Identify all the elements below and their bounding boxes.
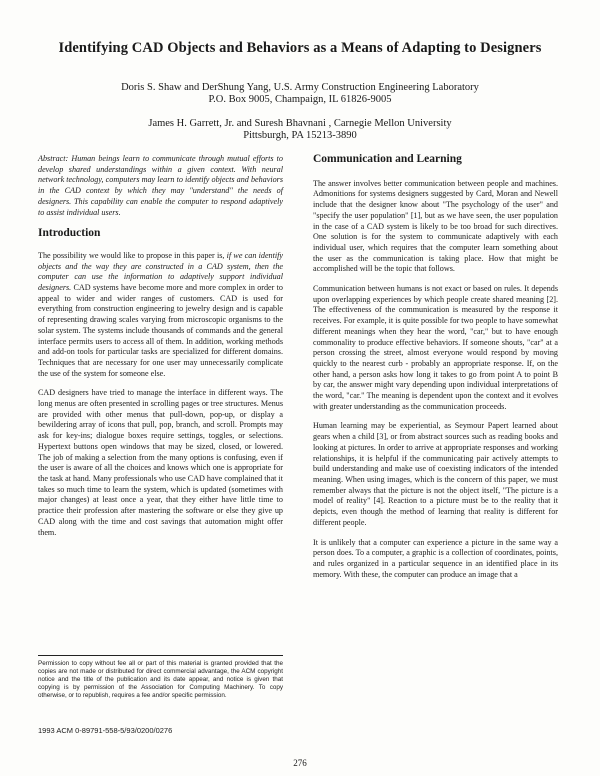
paper-title: Identifying CAD Objects and Behaviors as a Means of Adapting to Designers: [58, 40, 542, 56]
acm-isbn: 1993 ACM 0-89791-558-5/93/0200/0276: [38, 726, 173, 735]
copyright-notice: Permission to copy without fee all or part of this material is granted provided that the copies are not made or distributed for direct commercial advantage, the ACM copyright notice and the title of the publication and its date appear, and notice is given that copying is by permission of the Association for Computing Machinery. To copy otherwise, or to republish, requires a fee and/or specific permission.: [38, 655, 283, 700]
intro-p1-lead: The possibility we would like to propose in this paper is,: [38, 250, 227, 260]
author-block-1: [0, 82, 600, 106]
abstract: Abstract: Human beings learn to communicate through mutual efforts to develop shared understandings within a given context. With neural network technology, computers may learn to identify objects and behaviors in the CAD context by which they may "understand" the needs of designers. This capability can enable the computer to respond adaptively to assist individual users.: [38, 154, 283, 217]
comm-paragraph-3: Human learning may be experiential, as Seymour Papert learned about gears when a child [3], or from abstract sources such as reading books and looking at pictures. In order to arrive at appropriate responses and working relationships, it is helpful if the communicating pair actively attempts to build understanding and make use of coexisting indicators of the intended meaning. When using images, which is the concern of this paper, we must remember always that the picture is not the object itself, "The picture is a model of reality" [4]. Reaction to a picture must be to the reality that it depicts, even though the method of learning that reality is different for different people.: [313, 421, 558, 527]
author-line-3: James H. Garrett, Jr. and Suresh Bhavnani , Carnegie Mellon University: [148, 118, 452, 129]
author-line-2: P.O. Box 9005, Champaign, IL 61826-9005: [208, 94, 392, 105]
introduction-heading: Introduction: [38, 227, 101, 240]
comm-paragraph-1: The answer involves better communication between people and machines. Admonitions for systems designers suggested by Card, Moran and Newell include that the designer know about "The psychology of the user" and "specify the user population" [1], but as we have seen, the user population in the case of a CAD system is likely to be too broad for such directives. One solution is for the system to communicate adaptively with each individual user, which requires that the computer learn something about the user as the communication is taking place. How that might be accomplished will be the topic that follows.: [313, 178, 558, 274]
intro-paragraph-1: [38, 251, 283, 379]
left-column: [38, 154, 283, 547]
intro-p1-rest: CAD systems have become more and more complex in order to appeal to wider and wider ranges of customers. CAD is used for everything from construction engineering to jewelry design and is capable of representing drawing scales varying from microscopic organisms to the solar system. The systems include thousands of commands and the general interface permits users to access all of them. In addition, working methods and add-on tools for particular tasks are specialized for different domains. Techniques that are necessary for one user may unnecessarily complicate the use of the system for someone else.: [38, 283, 283, 378]
author-block-2: [0, 118, 600, 142]
communication-heading: Communication and Learning: [313, 153, 462, 165]
intro-p1-italic: if we can identify objects and the way they are constructed in a CAD system, then the computer can use the information to adaptively support individual designers.: [38, 250, 284, 293]
author-line-1: Doris S. Shaw and DerShung Yang, U.S. Army Construction Engineering Laboratory: [121, 82, 479, 93]
page-number: 276: [293, 758, 307, 768]
intro-paragraph-2: CAD designers have tried to manage the interface in different ways. The long menus are often presented in scrolling pages or tree structures. Menus are provided with other menus that pull-down, pop-up, or display a bewildering array of icons that pull, pop, branch, and scroll. Prompts may ask for key-ins; dialogue boxes require settings, toggles, or selections. Hypertext buttons open windows that may be sized, closed, or lowered. The job of making a selection from the many options is confusing, even if the user is aware of all the choices and knows which one is appropriate for the task at hand. Many professionals who use CAD have complained that it takes so much time to learn the system, which is updated (sometimes with major changes) at least once a year, that they either have little time to practice their profession after mastering the software or else they give up CAD along with the time and cost savings that automation might offer them.: [38, 388, 283, 537]
comm-paragraph-4: It is unlikely that a computer can experience a picture in the same way a person does. To a computer, a graphic is a collection of coordinates, points, and rules organized in a particular sequence in an identified place in its memory. With these, the computer can produce an image that a: [313, 537, 558, 579]
author-line-4: Pittsburgh, PA 15213-3890: [243, 130, 357, 141]
right-column: [313, 154, 558, 589]
comm-paragraph-2: Communication between humans is not exact or based on rules. It depends upon overlapping experiences by which people create shared meaning [2]. The effectiveness of the communication is measured by the response it receives. For example, it is quite possible for two people to have somewhat different meanings when they hear the word, "car," but to have enough commonality to produce effective behaviors. If someone shouts, "car" at a person crossing the street, almost everyone would respond by moving quickly to the nearest curb - probably an appropriate response. If, on the other hand, a person asks how long it takes to go from point A to point B by car, the answer might vary depending upon individual interpretations of the word, "car." The meaning is dependent upon the context and it evolves with greater understanding as the communication proceeds.: [313, 284, 558, 411]
